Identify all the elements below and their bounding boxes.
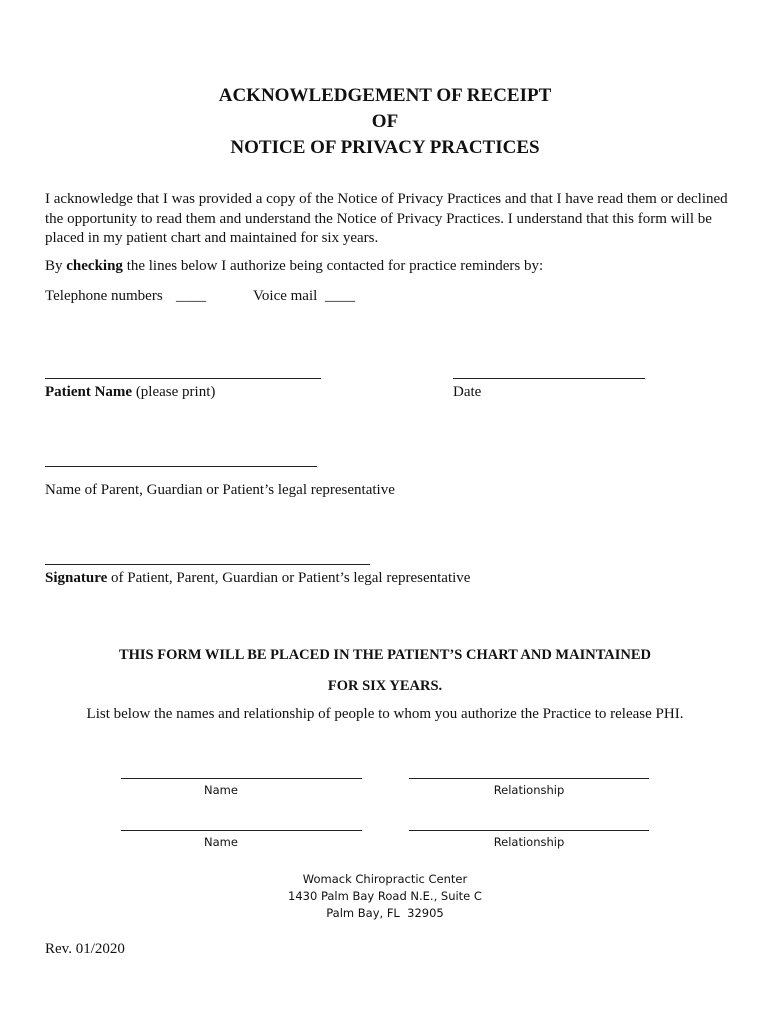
release-relationship-label-2: Relationship [493,835,565,849]
release-name-line-1[interactable] [121,778,362,779]
footer-address-line-1: 1430 Palm Bay Road N.E., Suite C [288,889,482,903]
title-line-1: ACKNOWLEDGEMENT OF RECEIPT [218,85,552,106]
release-name-label-2: Name [204,835,238,849]
release-name-label-1: Name [204,783,238,797]
parent-name-label: Name of Parent, Guardian or Patient’s legal representative [45,482,395,498]
date-line[interactable] [453,378,645,379]
authorize-suffix: the lines below I authorize being contacted for practice reminders by: [122,258,544,274]
notice-line-2: FOR SIX YEARS. [327,678,443,694]
patient-name-line[interactable] [45,378,321,379]
signature-bold: Signature [45,570,108,586]
revision-label: Rev. 01/2020 [45,941,125,957]
telephone-label: Telephone numbers [45,288,163,304]
voicemail-label: Voice mail [253,288,318,304]
signature-rest: of Patient, Parent, Guardian or Patient’s legal representative [107,570,471,586]
release-relationship-line-1[interactable] [409,778,649,779]
footer-practice-name: Womack Chiropractic Center [302,872,468,886]
voicemail-checkbox-line[interactable]: ____ [325,288,355,304]
authorize-statement [45,258,543,275]
release-relationship-label-1: Relationship [493,783,565,797]
patient-name-label [45,384,215,401]
title-line-2: OF [371,111,399,132]
title-line-3: NOTICE OF PRIVACY PRACTICES [230,137,540,158]
telephone-checkbox-line[interactable]: ____ [176,288,206,304]
patient-name-rest: (please print) [132,384,216,400]
intro-paragraph: I acknowledge that I was provided a copy of the Notice of Privacy Practices and that I have read them or declined the opportunity to read them and understand the Notice of Privacy Practices. I understand that this form will be placed in my patient chart and maintained for six years. [45,191,728,246]
release-instruction: List below the names and relationship of people to whom you authorize the Practice to release PHI. [86,706,684,722]
release-relationship-line-2[interactable] [409,830,649,831]
authorize-bold-word: checking [66,258,123,274]
signature-label [45,570,470,587]
voicemail-option [253,288,317,305]
date-label: Date [453,384,482,400]
parent-name-line[interactable] [45,466,317,467]
notice-line-1: THIS FORM WILL BE PLACED IN THE PATIENT’S CHART AND MAINTAINED [118,647,652,663]
footer-address-line-2: Palm Bay, FL 32905 [326,906,444,920]
signature-line[interactable] [45,564,370,565]
release-name-line-2[interactable] [121,830,362,831]
patient-name-bold: Patient Name [45,384,133,400]
telephone-option [45,288,163,305]
authorize-prefix: By [45,258,67,274]
